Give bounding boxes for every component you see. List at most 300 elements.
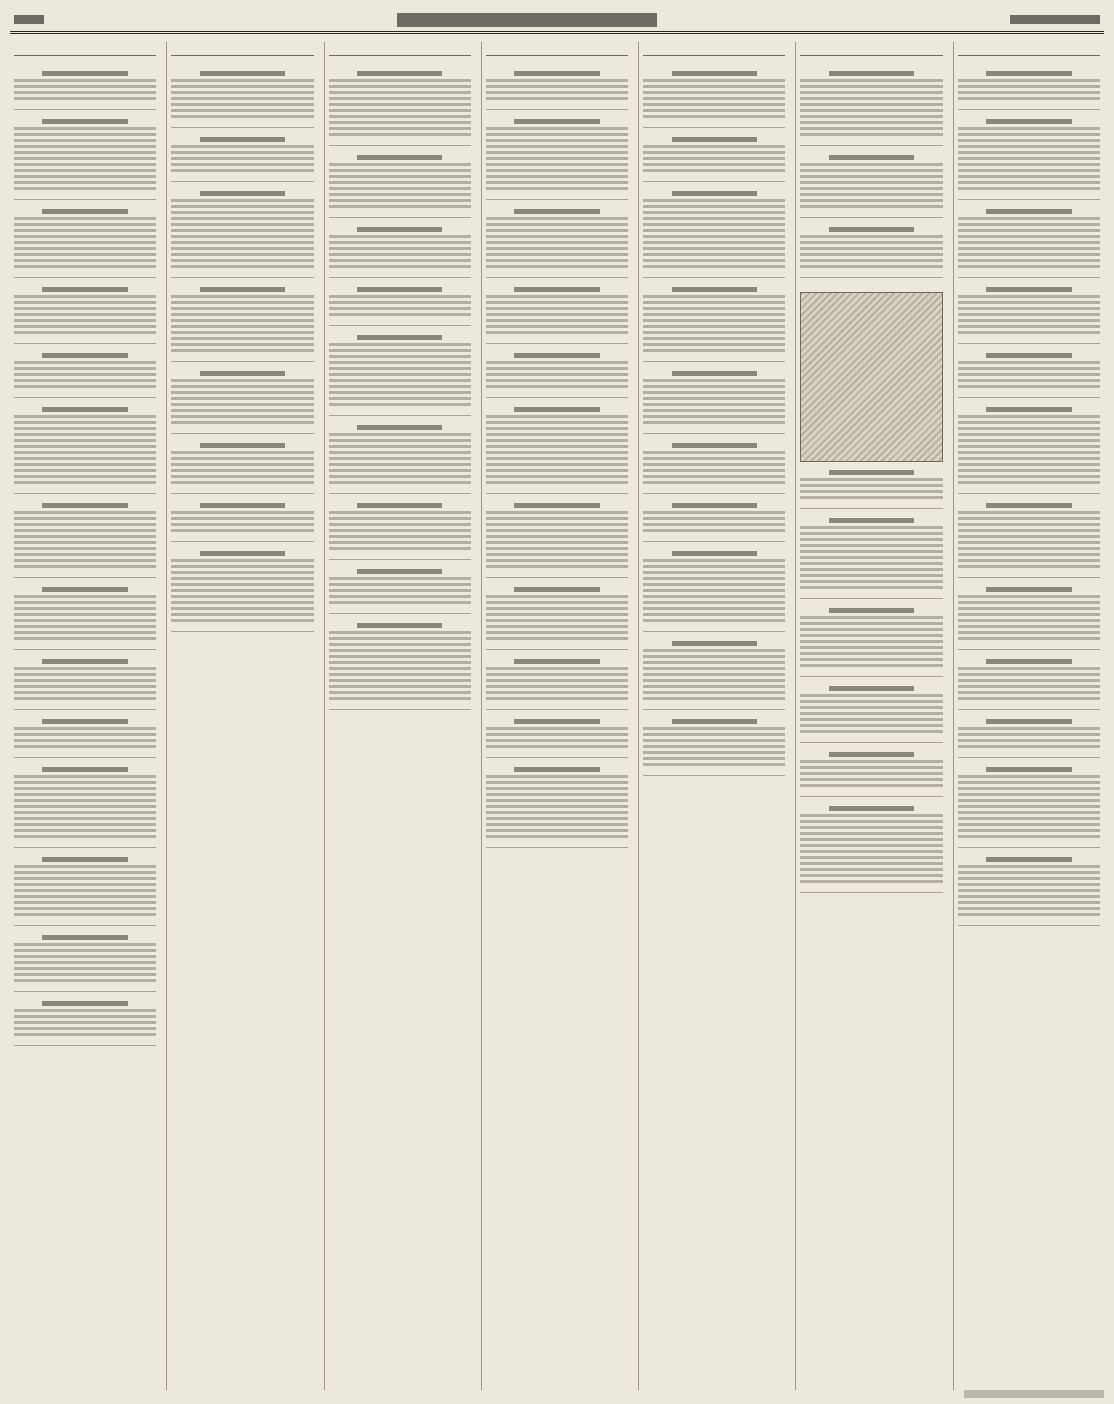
text-line-mark [800, 133, 942, 136]
text-line-mark [958, 697, 1100, 700]
text-line-mark [643, 235, 785, 238]
text-line-mark [958, 97, 1100, 100]
text-line-mark [171, 475, 313, 478]
text-line-mark [486, 91, 628, 94]
text-line-mark [672, 503, 757, 508]
text-line-mark [800, 862, 942, 865]
text-line-mark [171, 319, 313, 322]
text-line-mark [800, 832, 942, 835]
text-line-mark [14, 739, 156, 742]
text-line-mark [14, 295, 156, 298]
advertisement-block [643, 542, 785, 632]
text-line-mark [800, 247, 942, 250]
text-line-mark [958, 829, 1100, 832]
text-line-mark [958, 217, 1100, 220]
text-line-mark [958, 805, 1100, 808]
text-line-mark [329, 637, 471, 640]
text-line-mark [800, 127, 942, 130]
text-line-mark [329, 697, 471, 700]
text-line-mark [486, 517, 628, 520]
text-line-mark [643, 673, 785, 676]
text-line-mark [329, 685, 471, 688]
column-heading-mark [643, 42, 785, 56]
text-line-mark [171, 613, 313, 616]
text-line-mark [200, 443, 285, 448]
text-line-mark [958, 541, 1100, 544]
text-line-mark [800, 496, 942, 499]
text-line-mark [486, 427, 628, 430]
text-line-mark [958, 667, 1100, 670]
text-line-mark [643, 313, 785, 316]
text-line-mark [329, 175, 471, 178]
text-line-mark [171, 211, 313, 214]
text-line-mark [14, 475, 156, 478]
text-line-mark [958, 901, 1100, 904]
text-line-mark [829, 686, 914, 691]
text-line-mark [171, 601, 313, 604]
advertisement-block [958, 758, 1100, 848]
text-line-mark [643, 391, 785, 394]
text-line-mark [14, 559, 156, 562]
text-line-mark [958, 385, 1100, 388]
text-line-mark [486, 331, 628, 334]
text-line-mark [800, 544, 942, 547]
text-line-mark [958, 475, 1100, 478]
text-line-mark [14, 619, 156, 622]
text-line-mark [486, 421, 628, 424]
text-line-mark [486, 817, 628, 820]
text-line-mark [958, 547, 1100, 550]
text-line-mark [14, 745, 156, 748]
text-line-mark [486, 187, 628, 190]
text-line-mark [329, 439, 471, 442]
text-line-mark [329, 397, 471, 400]
text-line-mark [672, 551, 757, 556]
text-line-mark [672, 191, 757, 196]
text-line-mark [486, 163, 628, 166]
text-line-mark [958, 223, 1100, 226]
text-line-mark [958, 871, 1100, 874]
text-line-mark [800, 259, 942, 262]
advertisement-block [171, 278, 313, 362]
text-line-mark [958, 907, 1100, 910]
text-line-mark [958, 379, 1100, 382]
text-line-mark [329, 163, 471, 166]
text-line-mark [643, 571, 785, 574]
text-line-mark [800, 694, 942, 697]
text-line-mark [357, 569, 442, 574]
text-line-mark [958, 895, 1100, 898]
text-line-mark [14, 91, 156, 94]
text-line-mark [643, 511, 785, 514]
text-line-mark [329, 547, 471, 550]
text-line-mark [643, 739, 785, 742]
text-line-mark [171, 313, 313, 316]
column-heading-mark [958, 42, 1100, 56]
engraved-illustration [800, 292, 942, 462]
text-line-mark [14, 187, 156, 190]
text-line-mark [986, 857, 1071, 862]
text-line-mark [329, 103, 471, 106]
text-line-mark [958, 169, 1100, 172]
text-line-mark [14, 781, 156, 784]
text-line-mark [329, 535, 471, 538]
text-line-mark [958, 787, 1100, 790]
text-line-mark [958, 595, 1100, 598]
text-line-mark [329, 463, 471, 466]
text-line-mark [42, 407, 127, 412]
text-line-mark [171, 103, 313, 106]
text-line-mark [800, 181, 942, 184]
text-line-mark [329, 91, 471, 94]
text-line-mark [486, 733, 628, 736]
text-line-mark [800, 616, 942, 619]
text-line-mark [329, 313, 471, 316]
advertisement-block [14, 200, 156, 278]
text-line-mark [329, 121, 471, 124]
text-line-mark [800, 760, 942, 763]
text-line-mark [42, 119, 127, 124]
text-line-mark [643, 265, 785, 268]
text-line-mark [958, 85, 1100, 88]
masthead [10, 8, 1104, 34]
text-line-mark [672, 71, 757, 76]
advertisement-block [329, 326, 471, 416]
text-line-mark [800, 97, 942, 100]
text-line-mark [800, 199, 942, 202]
text-line-mark [14, 169, 156, 172]
text-line-mark [643, 223, 785, 226]
text-line-mark [486, 133, 628, 136]
text-line-mark [486, 601, 628, 604]
text-line-mark [329, 109, 471, 112]
text-line-mark [958, 817, 1100, 820]
text-line-mark [486, 247, 628, 250]
text-line-mark [42, 659, 127, 664]
advertisement-block [800, 509, 942, 599]
text-line-mark [643, 481, 785, 484]
text-line-mark [14, 835, 156, 838]
advertisement-block [171, 434, 313, 494]
advertisement-block [643, 62, 785, 128]
text-line-mark [14, 541, 156, 544]
text-line-mark [643, 385, 785, 388]
text-line-mark [171, 85, 313, 88]
text-line-mark [643, 589, 785, 592]
column-5 [638, 42, 789, 1390]
text-line-mark [672, 719, 757, 724]
text-line-mark [800, 187, 942, 190]
text-line-mark [800, 784, 942, 787]
text-line-mark [14, 943, 156, 946]
text-line-mark [800, 664, 942, 667]
text-line-mark [958, 373, 1100, 376]
text-line-mark [514, 287, 599, 292]
text-line-mark [14, 829, 156, 832]
text-line-mark [14, 457, 156, 460]
advertisement-block [486, 758, 628, 848]
text-line-mark [42, 71, 127, 76]
text-line-mark [14, 259, 156, 262]
text-line-mark [14, 895, 156, 898]
column-heading-mark [486, 42, 628, 56]
text-line-mark [14, 811, 156, 814]
advertisement-block [643, 494, 785, 542]
text-line-mark [486, 481, 628, 484]
text-line-mark [171, 235, 313, 238]
text-line-mark [329, 595, 471, 598]
text-line-mark [486, 511, 628, 514]
text-line-mark [643, 157, 785, 160]
text-line-mark [42, 767, 127, 772]
text-line-mark [829, 71, 914, 76]
text-line-mark [958, 139, 1100, 142]
text-line-mark [171, 457, 313, 460]
text-line-mark [643, 145, 785, 148]
advertisement-block [486, 710, 628, 758]
text-line-mark [171, 205, 313, 208]
text-line-mark [171, 421, 313, 424]
text-line-mark [514, 767, 599, 772]
text-line-mark [14, 877, 156, 880]
text-line-mark [958, 361, 1100, 364]
advertisement-block [14, 494, 156, 578]
text-line-mark [486, 325, 628, 328]
text-line-mark [329, 115, 471, 118]
text-line-mark [14, 415, 156, 418]
text-line-mark [958, 301, 1100, 304]
text-line-mark [329, 661, 471, 664]
text-line-mark [357, 155, 442, 160]
text-line-mark [800, 880, 942, 883]
advertisement-block [14, 650, 156, 710]
text-line-mark [14, 307, 156, 310]
text-line-mark [800, 634, 942, 637]
text-line-mark [329, 643, 471, 646]
text-line-mark [329, 655, 471, 658]
text-line-mark [643, 109, 785, 112]
text-line-mark [643, 523, 785, 526]
text-line-mark [958, 319, 1100, 322]
text-line-mark [486, 829, 628, 832]
text-line-mark [14, 607, 156, 610]
text-line-mark [329, 307, 471, 310]
text-line-mark [958, 127, 1100, 130]
text-line-mark [329, 511, 471, 514]
text-line-mark [800, 109, 942, 112]
advertisement-block [329, 494, 471, 560]
text-line-mark [958, 679, 1100, 682]
text-line-mark [329, 127, 471, 130]
text-line-mark [329, 301, 471, 304]
advertisement-block [486, 278, 628, 344]
text-line-mark [14, 241, 156, 244]
text-line-mark [357, 425, 442, 430]
text-line-mark [486, 241, 628, 244]
text-line-mark [171, 199, 313, 202]
text-line-mark [800, 730, 942, 733]
date-mark [1010, 15, 1100, 24]
text-line-mark [171, 469, 313, 472]
text-line-mark [14, 229, 156, 232]
advertisement-block [14, 62, 156, 110]
text-line-mark [672, 137, 757, 142]
text-line-mark [14, 733, 156, 736]
advertisement-block [486, 398, 628, 494]
text-line-mark [42, 503, 127, 508]
text-line-mark [800, 79, 942, 82]
text-line-mark [171, 595, 313, 598]
text-line-mark [643, 595, 785, 598]
text-line-mark [643, 751, 785, 754]
text-line-mark [986, 209, 1071, 214]
text-line-mark [329, 181, 471, 184]
text-line-mark [486, 823, 628, 826]
text-line-mark [329, 85, 471, 88]
text-line-mark [14, 949, 156, 952]
text-line-mark [329, 187, 471, 190]
text-line-mark [643, 517, 785, 520]
text-line-mark [643, 169, 785, 172]
text-line-mark [14, 697, 156, 700]
advertisement-block [643, 362, 785, 434]
text-line-mark [14, 361, 156, 364]
text-line-mark [643, 103, 785, 106]
text-line-mark [171, 451, 313, 454]
text-line-mark [986, 407, 1071, 412]
text-line-mark [958, 529, 1100, 532]
text-line-mark [171, 571, 313, 574]
text-line-mark [14, 901, 156, 904]
text-line-mark [14, 157, 156, 160]
text-line-mark [800, 550, 942, 553]
text-line-mark [14, 265, 156, 268]
advertisement-block [14, 848, 156, 926]
text-line-mark [329, 541, 471, 544]
text-line-mark [643, 415, 785, 418]
text-line-mark [14, 823, 156, 826]
text-line-mark [14, 451, 156, 454]
text-line-mark [171, 619, 313, 622]
text-line-mark [14, 79, 156, 82]
text-line-mark [486, 79, 628, 82]
text-line-mark [329, 247, 471, 250]
text-line-mark [514, 119, 599, 124]
text-line-mark [171, 343, 313, 346]
text-line-mark [329, 373, 471, 376]
text-line-mark [329, 379, 471, 382]
text-line-mark [486, 475, 628, 478]
text-line-mark [329, 649, 471, 652]
text-line-mark [14, 427, 156, 430]
column-heading-mark [14, 42, 156, 56]
printer-imprint-mark [964, 1390, 1104, 1398]
advertisement-block [329, 614, 471, 710]
text-line-mark [14, 181, 156, 184]
text-line-mark [800, 121, 942, 124]
text-line-mark [800, 91, 942, 94]
text-line-mark [800, 175, 942, 178]
advertisement-block [486, 110, 628, 200]
text-line-mark [14, 601, 156, 604]
text-line-mark [958, 535, 1100, 538]
text-line-mark [829, 518, 914, 523]
text-line-mark [800, 826, 942, 829]
text-line-mark [643, 559, 785, 562]
text-line-mark [14, 385, 156, 388]
advertisement-block [958, 494, 1100, 578]
text-line-mark [800, 85, 942, 88]
text-line-mark [643, 763, 785, 766]
text-line-mark [14, 553, 156, 556]
text-line-mark [14, 889, 156, 892]
text-line-mark [800, 580, 942, 583]
text-line-mark [643, 331, 785, 334]
text-line-mark [486, 361, 628, 364]
text-line-mark [171, 409, 313, 412]
text-line-mark [486, 787, 628, 790]
text-line-mark [329, 517, 471, 520]
text-line-mark [486, 799, 628, 802]
text-line-mark [800, 706, 942, 709]
text-line-mark [171, 415, 313, 418]
text-line-mark [800, 658, 942, 661]
text-line-mark [329, 523, 471, 526]
text-line-mark [643, 325, 785, 328]
text-line-mark [800, 478, 942, 481]
text-line-mark [958, 445, 1100, 448]
text-line-mark [800, 766, 942, 769]
text-line-mark [486, 145, 628, 148]
text-line-mark [486, 679, 628, 682]
advertisement-block [171, 182, 313, 278]
text-line-mark [171, 109, 313, 112]
text-line-mark [800, 838, 942, 841]
text-line-mark [486, 619, 628, 622]
text-line-mark [329, 403, 471, 406]
text-line-mark [171, 529, 313, 532]
text-line-mark [486, 229, 628, 232]
text-line-mark [14, 817, 156, 820]
text-line-mark [171, 517, 313, 520]
text-line-mark [329, 355, 471, 358]
text-line-mark [986, 719, 1071, 724]
text-line-mark [486, 553, 628, 556]
text-line-mark [672, 641, 757, 646]
text-line-mark [171, 325, 313, 328]
text-line-mark [672, 287, 757, 292]
text-line-mark [171, 97, 313, 100]
text-line-mark [958, 307, 1100, 310]
text-line-mark [643, 667, 785, 670]
text-line-mark [643, 601, 785, 604]
text-line-mark [829, 608, 914, 613]
advertisement-block [171, 128, 313, 182]
text-line-mark [14, 301, 156, 304]
text-line-mark [800, 532, 942, 535]
text-line-mark [14, 955, 156, 958]
advertisement-block [486, 650, 628, 710]
column-7 [953, 42, 1104, 1390]
text-line-mark [958, 877, 1100, 880]
text-line-mark [486, 631, 628, 634]
text-line-mark [643, 679, 785, 682]
text-line-mark [829, 470, 914, 475]
text-line-mark [14, 517, 156, 520]
text-line-mark [958, 601, 1100, 604]
advertisement-block [958, 650, 1100, 710]
text-line-mark [14, 367, 156, 370]
